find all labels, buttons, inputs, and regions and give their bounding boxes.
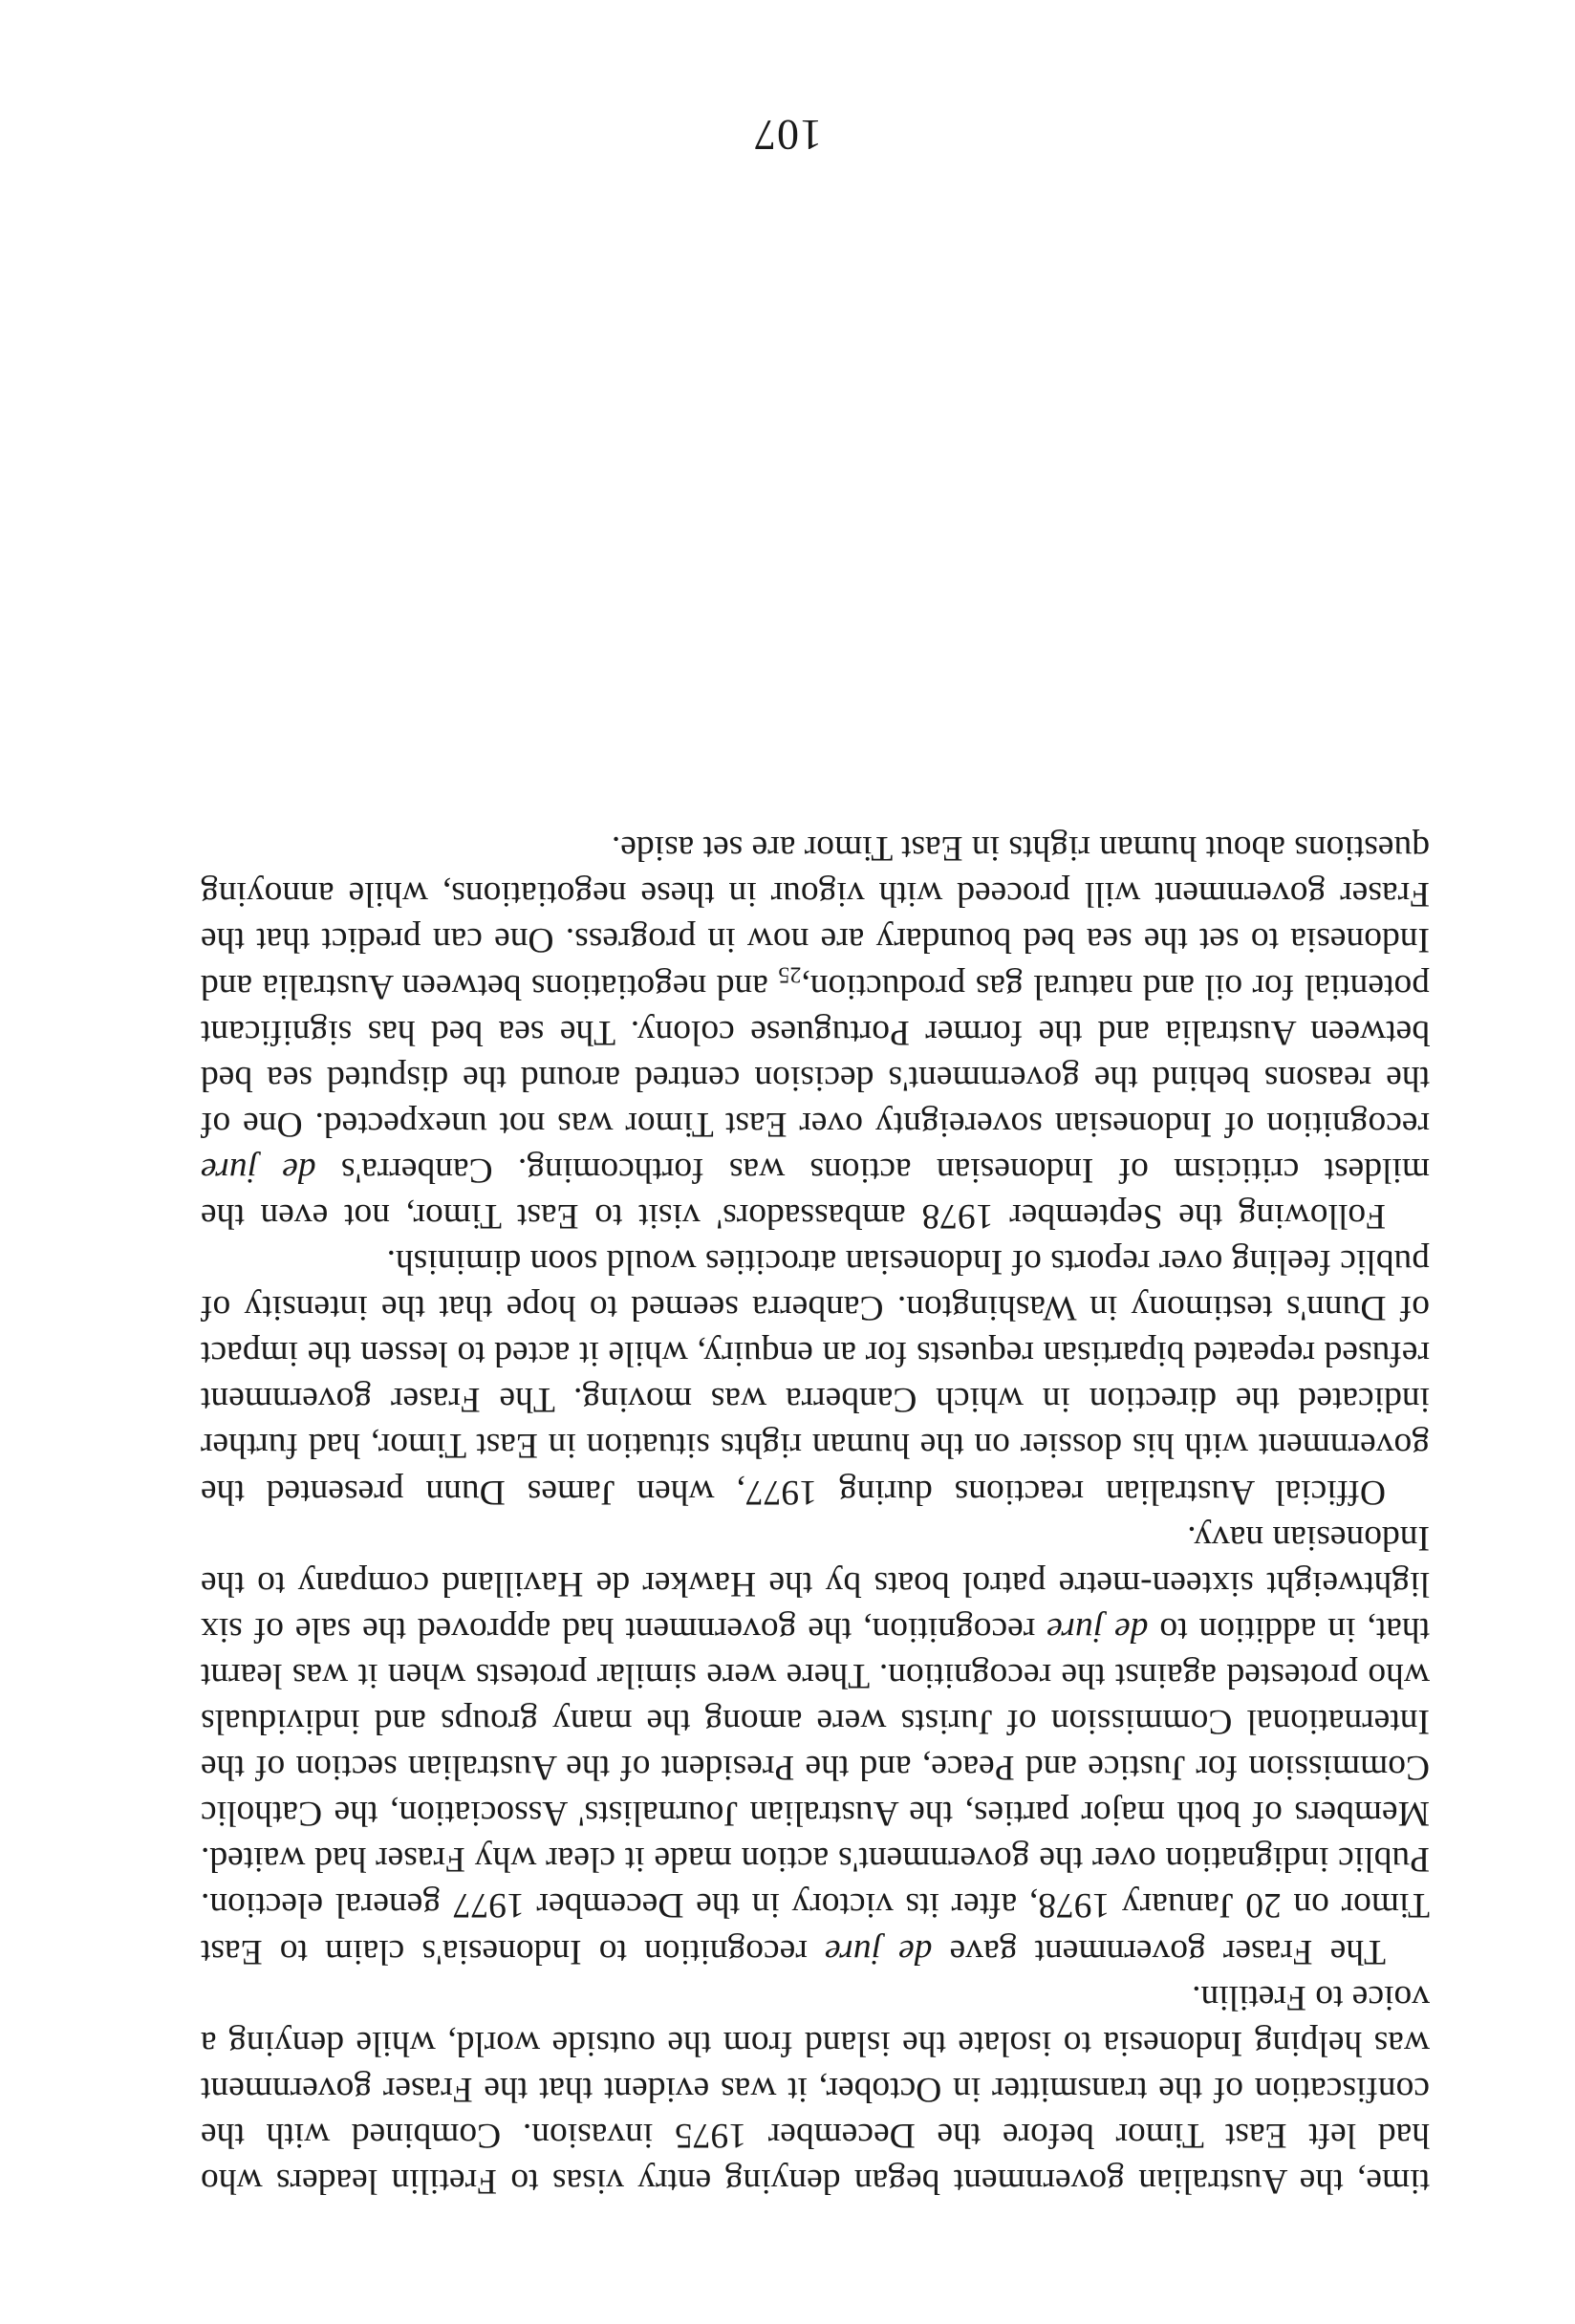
paragraph-text: Official Australian reactions during 1977, when James Dunn presented the government with his dossier on the human rights situation in East Timor, had further indicated the direction in which Canberra was moving. The Fraser government refused repeated bipartisan requests for an enquiry, while it acted to lessen the impact of Dunn's testimony in Washington. Canberra seemed to hope that the intensity of public feeling over reports of Indonesian atrocities would soon diminish. xyxy=(201,1242,1430,1512)
paragraph-text: and negotiations between Australia and Indonesia to set the sea bed boundary are now in progress. One can predict that the Fraser government will proceed with vigour in these negotiations, while annoying questions about human rights in East Timor are set aside. xyxy=(201,828,1430,1006)
paragraph-text: time, the Australian government began denying entry visas to Fretilin leaders who had left East Timor before the December 1975 invasion. Combined with the confiscation of the transmitter in October, it was evident that the Fraser government was helping Indonesia to isolate the island from the outside world, while denying a voice to Fretilin. xyxy=(201,1977,1430,2201)
paragraph-text: recognition, the government had approved the sale of six lightweight sixteen-metre patrol boats by the Hawker de Havilland company to the Indonesian navy. xyxy=(201,1517,1430,1649)
body-text xyxy=(201,825,1430,2204)
italic-term: de jure xyxy=(1046,1609,1149,1649)
page-number: 107 xyxy=(753,111,822,160)
paragraph-visa-denial xyxy=(201,1974,1430,2204)
paragraph-text: The Fraser government gave xyxy=(932,1931,1386,1971)
footnote-marker: 25 xyxy=(778,961,802,987)
paragraph-text: recognition to Indonesia's claim to East Timor on 20 January 1978, after its victory in the December 1977 general election. Public indignation over the government's action made it clear why Fraser had waited. Members of both major parties, the Australian Journalists' Association, the Catholic Commission for Justice and Peace, and the President of the Australian section of the International Commission of Jurists were among the many groups and individuals who protested against the recognition. There were similar protests when it was learnt that, in addition to xyxy=(201,1609,1430,1971)
italic-term: de jure xyxy=(201,1150,316,1190)
italic-term: de jure xyxy=(824,1931,933,1971)
paragraph-text: recognition of Indonesian sovereignty over East Timor was not unexpected. One of the reasons behind the government's decision centred around the disputed sea bed between Australia and the former Portuguese colony. The sea bed has significant potential for oil and natural gas production, xyxy=(201,966,1430,1144)
paragraph-text: Following the September 1978 ambassadors' visit to East Timor, not even the mildest criticism of Indonesian actions was forthcoming. Canberra's xyxy=(201,1150,1430,1237)
paragraph-official-reactions xyxy=(201,1238,1430,1515)
paragraph-sea-bed xyxy=(201,825,1430,1238)
paragraph-de-jure-recognition xyxy=(201,1515,1430,1974)
